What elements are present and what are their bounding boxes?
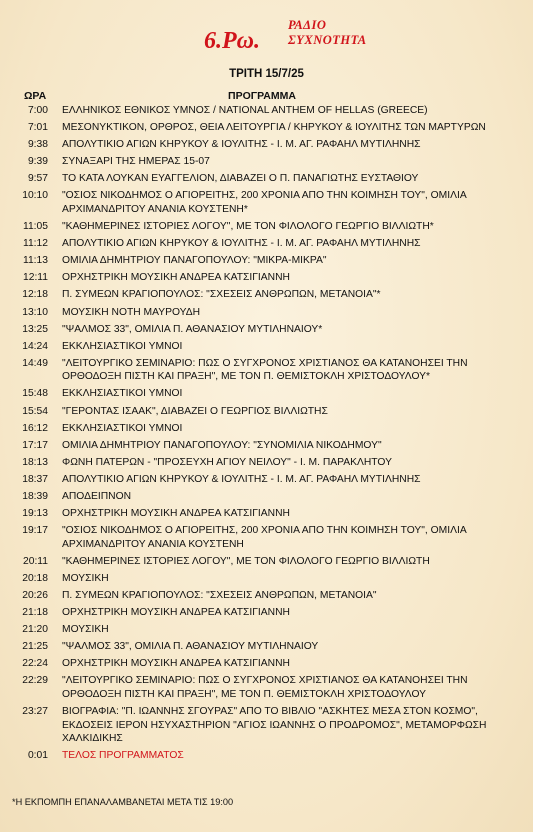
schedule-time: 11:05 <box>22 221 48 233</box>
schedule-time: 7:00 <box>27 105 48 116</box>
logo-main-text: 6.Ρω. <box>204 28 261 54</box>
schedule-program: ΑΠΟΛΥΤΙΚΙΟ ΑΓΙΩΝ ΚΗΡΥΚΟΥ & ΙΟΥΛΙΤΗΣ - Ι. Μ. ΑΓ. ΡΑΦΑΗΛ ΜΥΤΙΛΗΝΗΣ <box>62 473 421 485</box>
program-column-header: ΠΡΟΓΡΑΜΜΑ <box>228 90 296 102</box>
schedule-program: "ΚΑΘΗΜΕΡΙΝΕΣ ΙΣΤΟΡΙΕΣ ΛΟΓΟΥ", ΜΕ ΤΟΝ ΦΙΛΟΛΟΓΟ ΓΕΩΡΓΙΟ ΒΙΛΛΙΩΤΗ* <box>62 221 434 233</box>
logo-line-2: ΣΥΧΝΟΤΗΤΑ <box>288 33 367 47</box>
schedule-time: 19:17 <box>22 525 48 537</box>
schedule-time: 14:49 <box>22 357 48 369</box>
schedule-program: ΒΙΟΓΡΑΦΙΑ: "Π. ΙΩΑΝΝΗΣ ΣΓΟΥΡΑΣ" ΑΠΟ ΤΟ ΒΙΒΛΙΟ "ΑΣΚΗΤΕΣ ΜΕΣΑ ΣΤΟΝ ΚΟΣΜΟ", ΕΚΔΟΣΕΙΣ ΙΕΡΟΝ ΗΣΥΧΑΣΤΗΡΙΟΝ "ΑΓΙΟΣ ΙΩΑΝΝΗΣ Ο ΠΡΟΔΡΟΜΟΣ", ΜΕΤΑΜΟΡΦΩΣΗ ΧΑΛΚΙΔΙΚΗΣ <box>62 706 487 744</box>
schedule-program: ΜΕΣΟΝΥΚΤΙΚΟΝ, ΟΡΘΡΟΣ, ΘΕΙΑ ΛΕΙΤΟΥΡΓΙΑ / ΚΗΡΥΚΟΥ & ΙΟΥΛΙΤΗΣ ΤΩΝ ΜΑΡΤΥΡΩΝ <box>62 122 486 134</box>
schedule-program: ΤΕΛΟΣ ΠΡΟΓΡΑΜΜΑΤΟΣ <box>62 750 184 762</box>
schedule-row <box>0 439 533 453</box>
schedule-program: ΕΛΛΗΝΙΚΟΣ ΕΘΝΙΚΟΣ ΥΜΝΟΣ / NATIONAL ANTHEM OF HELLAS (GREECE) <box>62 105 428 116</box>
footnote: *Η ΕΚΠΟΜΠΗ ΕΠΑΝΑΛΑΜΒΑΝΕΤΑΙ ΜΕΤΑ ΤΙΣ 19:00 <box>12 797 234 807</box>
schedule-time: 9:39 <box>27 156 48 168</box>
schedule-row <box>0 323 533 337</box>
schedule-program: "ΚΑΘΗΜΕΡΙΝΕΣ ΙΣΤΟΡΙΕΣ ΛΟΓΟΥ", ΜΕ ΤΟΝ ΦΙΛΟΛΟΓΟ ΓΕΩΡΓΙΟ ΒΙΛΛΙΩΤΗ <box>62 555 430 567</box>
schedule-program: ΜΟΥΣΙΚΗ <box>62 572 109 584</box>
schedule-row <box>0 623 533 637</box>
schedule-time: 18:37 <box>22 473 48 485</box>
schedule-time: 9:57 <box>27 173 48 185</box>
schedule-program: ΕΚΚΛΗΣΙΑΣΤΙΚΟΙ ΥΜΝΟΙ <box>62 422 183 434</box>
schedule-row <box>0 155 533 169</box>
schedule-time: 11:13 <box>22 255 48 267</box>
schedule-row <box>0 405 533 419</box>
schedule-row <box>0 422 533 436</box>
schedule-time: 17:17 <box>22 439 48 451</box>
schedule-row <box>0 254 533 268</box>
station-logo <box>196 14 396 64</box>
schedule-time: 13:25 <box>22 323 48 335</box>
schedule-time: 22:29 <box>22 675 48 687</box>
schedule-row <box>0 271 533 285</box>
schedule-program: ΜΟΥΣΙΚΗ ΝΟΤΗ ΜΑΥΡΟΥΔΗ <box>62 306 201 318</box>
schedule-time: 22:24 <box>22 658 48 670</box>
schedule-program: "ΨΑΛΜΟΣ 33", ΟΜΙΛΙΑ Π. ΑΘΑΝΑΣΙΟΥ ΜΥΤΙΛΗΝΑΙΟΥ* <box>62 323 323 335</box>
schedule-time: 15:48 <box>22 388 48 400</box>
schedule-program: ΑΠΟΔΕΙΠΝΟΝ <box>62 490 132 502</box>
schedule-row <box>0 387 533 401</box>
schedule-program: ΕΚΚΛΗΣΙΑΣΤΙΚΟΙ ΥΜΝΟΙ <box>62 388 183 400</box>
schedule-row <box>0 340 533 354</box>
schedule-time: 15:54 <box>22 405 48 417</box>
schedule-row <box>0 172 533 186</box>
schedule-program: Π. ΣΥΜΕΩΝ ΚΡΑΓΙΟΠΟΥΛΟΣ: "ΣΧΕΣΕΙΣ ΑΝΘΡΩΠΩΝ, ΜΕΤΑΝΟΙΑ" <box>62 589 377 601</box>
schedule-row <box>0 524 533 551</box>
time-column-header: ΩΡΑ <box>24 90 47 102</box>
schedule-row <box>0 507 533 521</box>
schedule-row <box>0 138 533 152</box>
schedule-row <box>0 572 533 586</box>
schedule-program: ΕΚΚΛΗΣΙΑΣΤΙΚΟΙ ΥΜΝΟΙ <box>62 340 183 352</box>
schedule-program: ΑΠΟΛΥΤΙΚΙΟ ΑΓΙΩΝ ΚΗΡΥΚΟΥ & ΙΟΥΛΙΤΗΣ - Ι. Μ. ΑΓ. ΡΑΦΑΗΛ ΜΥΤΙΛΗΝΗΣ <box>62 238 421 250</box>
schedule-time: 16:12 <box>22 422 48 434</box>
schedule-time: 18:13 <box>22 456 48 468</box>
logo-line-1: ΡΑΔΙΟ <box>288 18 327 32</box>
schedule-time: 20:18 <box>22 572 48 584</box>
schedule-program: ΟΜΙΛΙΑ ΔΗΜΗΤΡΙΟΥ ΠΑΝΑΓΟΠΟΥΛΟΥ: "ΣΥΝΟΜΙΛΙΑ ΝΙΚΟΔΗΜΟΥ" <box>62 439 382 451</box>
schedule-program: ΤΟ ΚΑΤΑ ΛΟΥΚΑΝ ΕΥΑΓΓΕΛΙΟΝ, ΔΙΑΒΑΖΕΙ Ο Π. ΠΑΝΑΓΙΩΤΗΣ ΕΥΣΤΑΘΙΟΥ <box>62 173 419 185</box>
schedule-row <box>0 657 533 671</box>
schedule-time: 9:38 <box>27 139 48 151</box>
schedule-program: "ΟΣΙΟΣ ΝΙΚΟΔΗΜΟΣ Ο ΑΓΙΟΡΕΙΤΗΣ, 200 ΧΡΟΝΙΑ ΑΠΟ ΤΗΝ ΚΟΙΜΗΣΗ ΤΟΥ", ΟΜΙΛΙΑ ΑΡΧΙΜΑΝΔΡΙΤΟΥ ΑΝΑΝΙΑ ΚΟΥΣΤΕΝΗ <box>62 525 467 550</box>
schedule-row <box>0 674 533 701</box>
schedule-program: ΜΟΥΣΙΚΗ <box>62 624 109 636</box>
schedule-time: 20:11 <box>22 555 48 567</box>
schedule-row <box>0 705 533 746</box>
schedule-program: ΑΠΟΛΥΤΙΚΙΟ ΑΓΙΩΝ ΚΗΡΥΚΟΥ & ΙΟΥΛΙΤΗΣ - Ι. Μ. ΑΓ. ΡΑΦΑΗΛ ΜΥΤΙΛΗΝΗΣ <box>62 139 421 151</box>
schedule-row <box>0 473 533 487</box>
schedule-time: 11:12 <box>22 238 48 250</box>
logo-subtitle <box>288 18 367 48</box>
schedule-time: 21:25 <box>22 641 48 653</box>
schedule-row <box>0 288 533 302</box>
schedule-row <box>0 357 533 384</box>
schedule-program: "ΨΑΛΜΟΣ 33", ΟΜΙΛΙΑ Π. ΑΘΑΝΑΣΙΟΥ ΜΥΤΙΛΗΝΑΙΟΥ <box>62 641 319 653</box>
schedule-time: 19:13 <box>22 508 48 520</box>
schedule-row <box>0 121 533 135</box>
schedule-row <box>0 640 533 654</box>
schedule-row <box>0 220 533 234</box>
schedule-program: ΟΡΧΗΣΤΡΙΚΗ ΜΟΥΣΙΚΗ ΑΝΔΡΕΑ ΚΑΤΣΙΓΙΑΝΝΗ <box>62 658 290 670</box>
schedule-program: "ΛΕΙΤΟΥΡΓΙΚΟ ΣΕΜΙΝΑΡΙΟ: ΠΩΣ Ο ΣΥΓΧΡΟΝΟΣ ΧΡΙΣΤΙΑΝΟΣ ΘΑ ΚΑΤΑΝΟΗΣΕΙ ΤΗΝ ΟΡΘΟΔΟΞΗ ΠΙΣΤΗ ΚΑΙ ΠΡΑΞΗ", ΜΕ ΤΟΝ Π. ΘΕΜΙΣΤΟΚΛΗ ΧΡΙΣΤΟΔΟΥΛΟΥ <box>62 675 468 700</box>
schedule-date: ΤΡΙΤΗ 15/7/25 <box>229 68 304 80</box>
schedule-time: 18:39 <box>22 490 48 502</box>
schedule-time: 7:01 <box>27 122 48 134</box>
schedule-row <box>0 456 533 470</box>
schedule-program: "ΓΕΡΟΝΤΑΣ ΙΣΑΑΚ", ΔΙΑΒΑΖΕΙ Ο ΓΕΩΡΓΙΟΣ ΒΙΛΛΙΩΤΗΣ <box>62 405 328 417</box>
schedule-time: 14:24 <box>22 340 48 352</box>
schedule-row <box>0 104 533 118</box>
schedule-time: 0:01 <box>27 750 48 762</box>
schedule-program: "ΟΣΙΟΣ ΝΙΚΟΔΗΜΟΣ Ο ΑΓΙΟΡΕΙΤΗΣ, 200 ΧΡΟΝΙΑ ΑΠΟ ΤΗΝ ΚΟΙΜΗΣΗ ΤΟΥ", ΟΜΙΛΙΑ ΑΡΧΙΜΑΝΔΡΙΤΟΥ ΑΝΑΝΙΑ ΚΟΥΣΤΕΝΗ* <box>62 190 467 215</box>
schedule-time: 20:26 <box>22 589 48 601</box>
schedule-program: ΣΥΝΑΞΑΡΙ ΤΗΣ ΗΜΕΡΑΣ 15-07 <box>62 156 210 168</box>
schedule-program: ΟΡΧΗΣΤΡΙΚΗ ΜΟΥΣΙΚΗ ΑΝΔΡΕΑ ΚΑΤΣΙΓΙΑΝΝΗ <box>62 607 290 619</box>
schedule-program: ΦΩΝΗ ΠΑΤΕΡΩΝ - "ΠΡΟΣΕΥΧΗ ΑΓΙΟΥ ΝΕΙΛΟΥ" - Ι. Μ. ΠΑΡΑΚΛΗΤΟΥ <box>62 456 392 468</box>
schedule-row <box>0 749 533 763</box>
schedule-program: ΟΡΧΗΣΤΡΙΚΗ ΜΟΥΣΙΚΗ ΑΝΔΡΕΑ ΚΑΤΣΙΓΙΑΝΝΗ <box>62 508 290 520</box>
schedule-time: 21:20 <box>22 624 48 636</box>
schedule-list <box>0 104 533 766</box>
schedule-row <box>0 306 533 320</box>
schedule-time: 10:10 <box>22 190 48 202</box>
schedule-program: Π. ΣΥΜΕΩΝ ΚΡΑΓΙΟΠΟΥΛΟΣ: "ΣΧΕΣΕΙΣ ΑΝΘΡΩΠΩΝ, ΜΕΤΑΝΟΙΑ"* <box>62 289 381 301</box>
schedule-time: 13:10 <box>22 306 48 318</box>
schedule-time: 21:18 <box>22 607 48 619</box>
schedule-row <box>0 606 533 620</box>
schedule-row <box>0 237 533 251</box>
schedule-row <box>0 555 533 569</box>
schedule-row <box>0 490 533 504</box>
schedule-program: ΟΡΧΗΣΤΡΙΚΗ ΜΟΥΣΙΚΗ ΑΝΔΡΕΑ ΚΑΤΣΙΓΙΑΝΝΗ <box>62 272 290 284</box>
schedule-time: 23:27 <box>22 706 48 717</box>
schedule-row <box>0 589 533 603</box>
schedule-program: "ΛΕΙΤΟΥΡΓΙΚΟ ΣΕΜΙΝΑΡΙΟ: ΠΩΣ Ο ΣΥΓΧΡΟΝΟΣ ΧΡΙΣΤΙΑΝΟΣ ΘΑ ΚΑΤΑΝΟΗΣΕΙ ΤΗΝ ΟΡΘΟΔΟΞΗ ΠΙΣΤΗ ΚΑΙ ΠΡΑΞΗ", ΜΕ ΤΟΝ Π. ΘΕΜΙΣΤΟΚΛΗ ΧΡΙΣΤΟΔΟΥΛΟΥ* <box>62 357 468 383</box>
schedule-time: 12:18 <box>22 289 48 301</box>
schedule-row <box>0 189 533 216</box>
schedule-program: ΟΜΙΛΙΑ ΔΗΜΗΤΡΙΟΥ ΠΑΝΑΓΟΠΟΥΛΟΥ: "ΜΙΚΡΑ-ΜΙΚΡΑ" <box>62 255 327 267</box>
schedule-time: 12:11 <box>22 272 48 284</box>
